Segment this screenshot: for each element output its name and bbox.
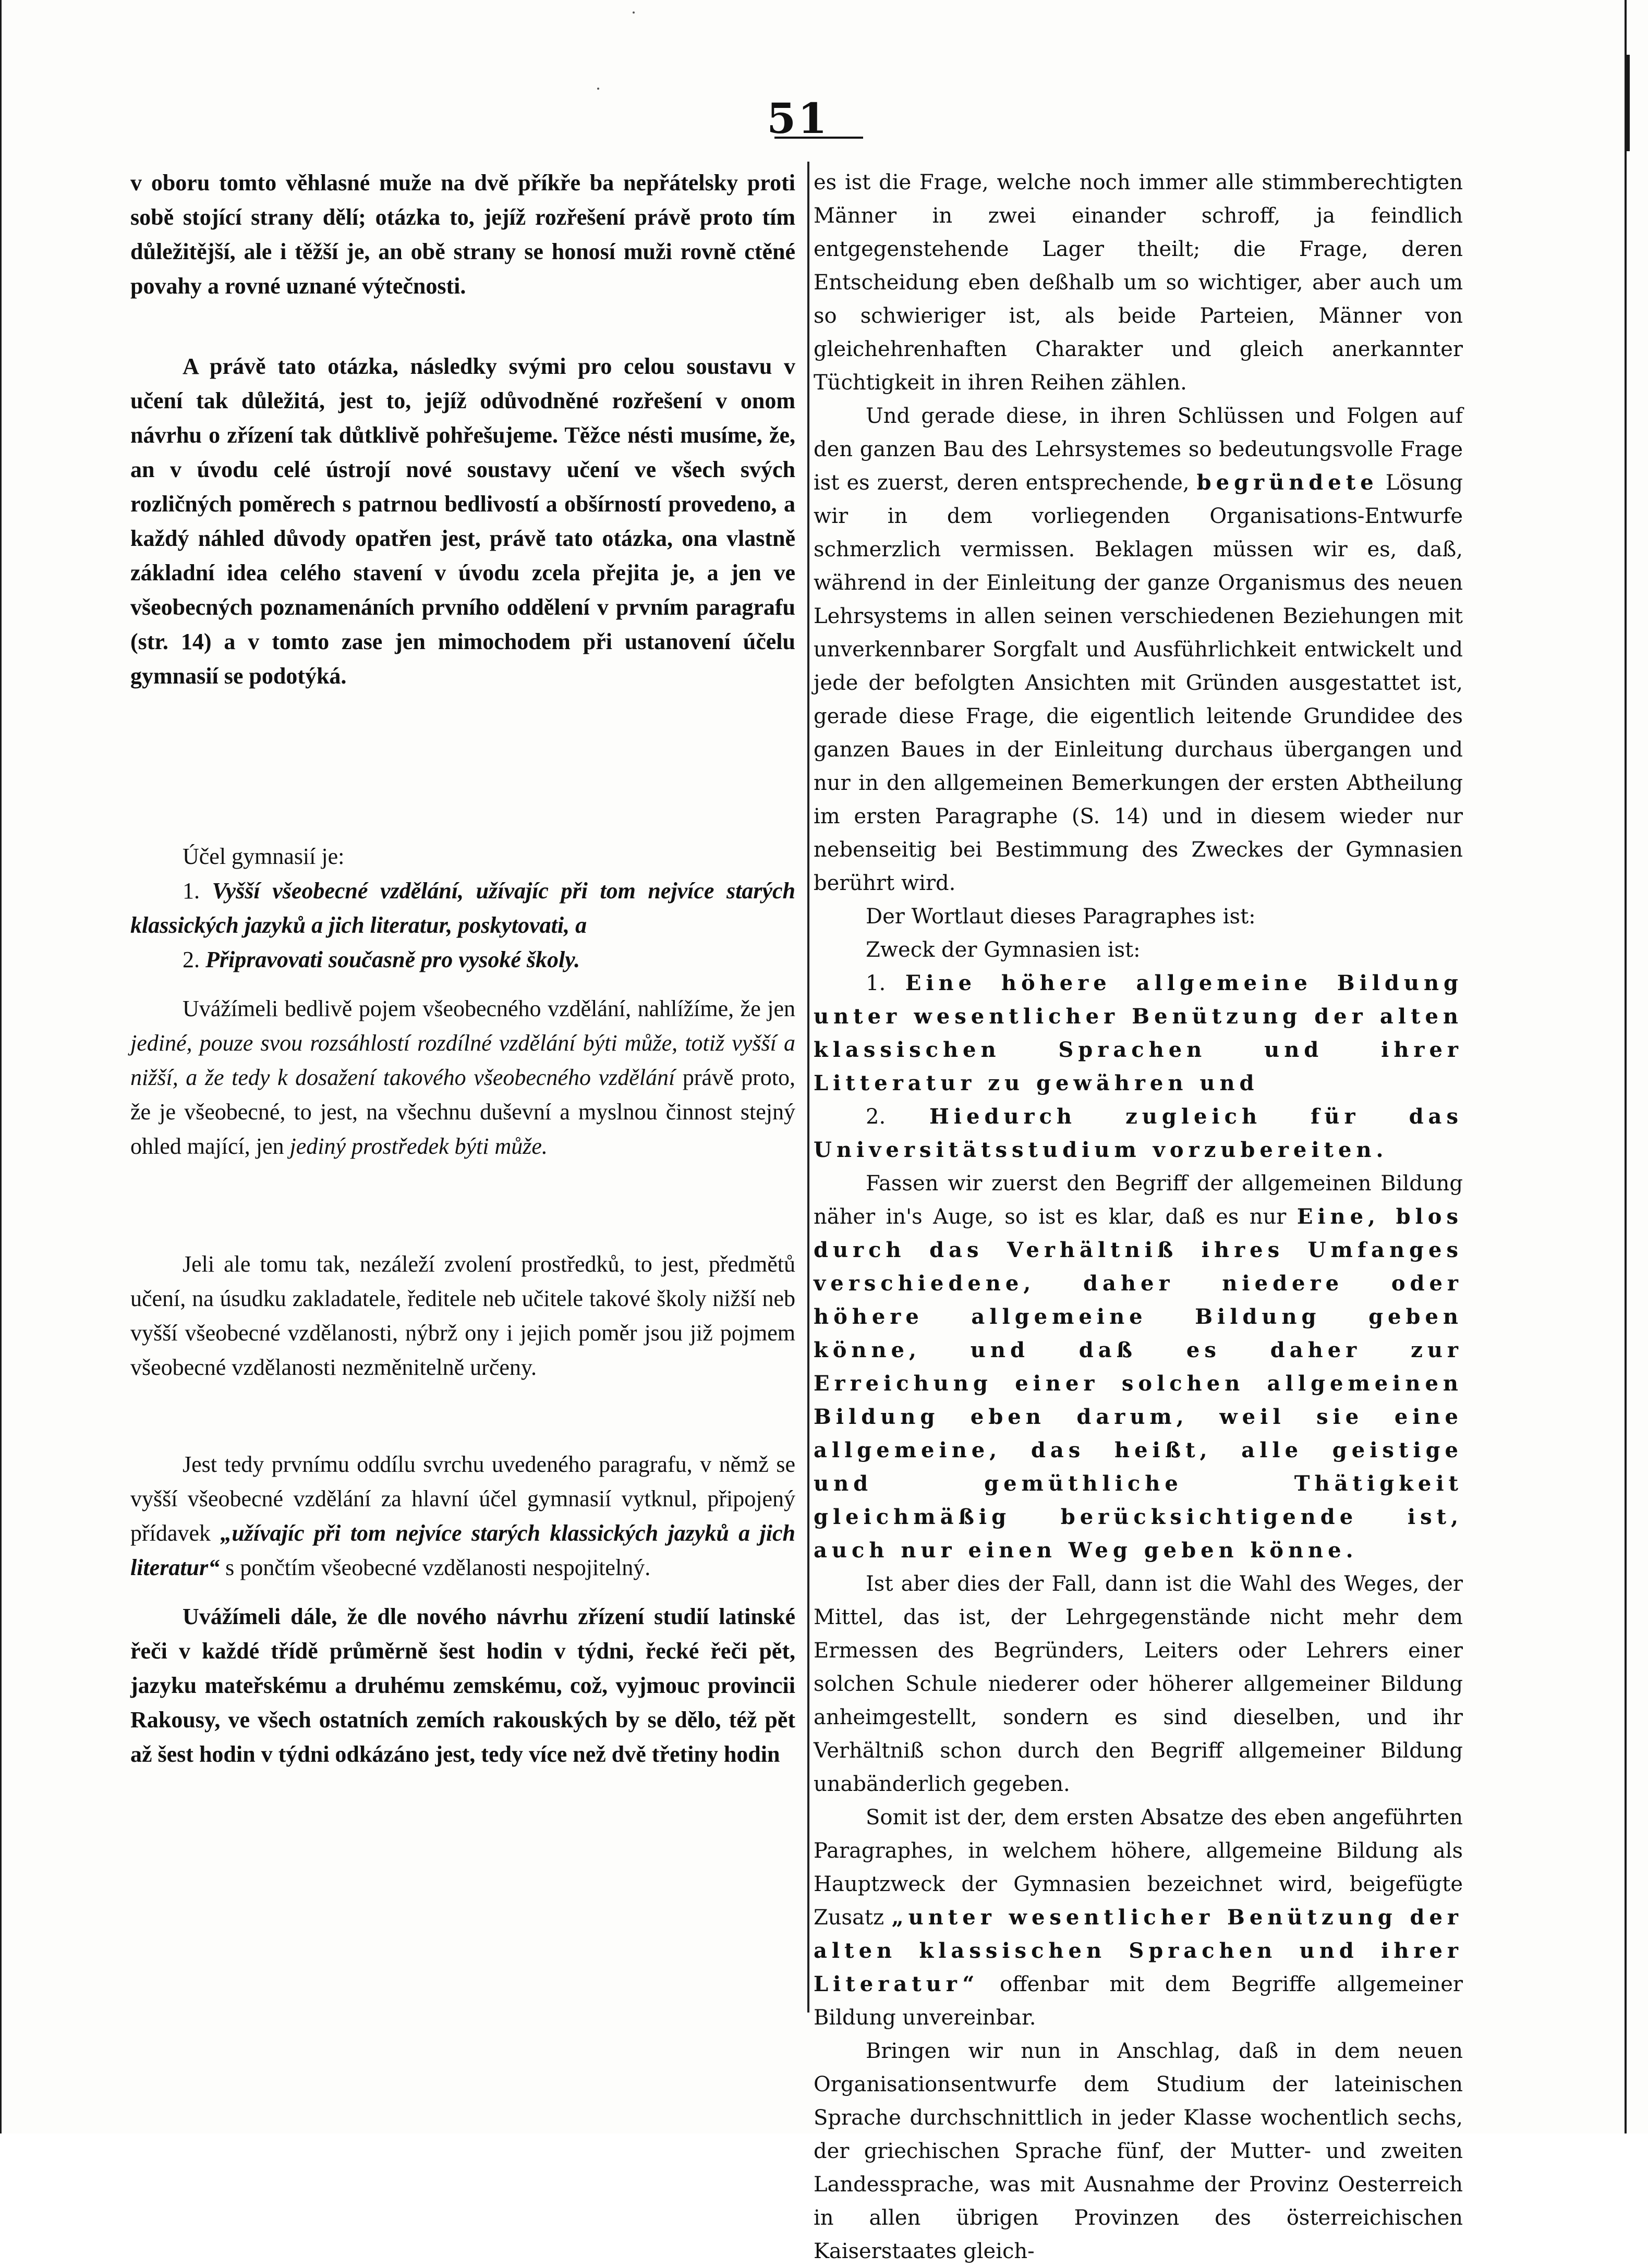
czech-paragraph-6: Uvážímeli dále, že dle nového návrhu zřízení studií latinské řeči v každé třídě průměrně šest hodin v týdni, řecké řeči pět, jazyku mateřskému a druhému zemskému, což, vyjmouc provincii Rakousy, ve všech ostatních zemích rakouských by se dělo, též pět až šest hodin v týdni odkázáno jest, tedy více než dvě třetiny hodin <box>130 1604 795 1767</box>
czech-paragraph-5 <box>130 1447 795 1585</box>
german-column <box>814 166 1463 2268</box>
page-number-underline <box>774 137 863 139</box>
german-paragraph-7 <box>814 1801 1463 2034</box>
czech-purpose-heading: Účel gymnasií je: <box>183 844 345 869</box>
german-item-2-number: 2. <box>866 1105 886 1129</box>
german-paragraph-5 <box>814 1167 1463 1567</box>
czech-paragraph-3 <box>130 992 795 1164</box>
page-edge-line-left <box>0 0 2 2133</box>
czech-p5-part-b: „užívajíc při tom nejvíce starých klassických jazyků a jich literatur“ <box>130 1520 795 1580</box>
czech-item-1-number: 1. <box>183 878 200 904</box>
czech-p3-part-a: Uvážímeli bedlivě pojem všeobecného vzdělání, nahlížíme, že jen <box>183 996 795 1021</box>
german-paragraph-1: es ist die Frage, welche noch immer alle stimmberechtigten Männer in zwei einander schroff, ja feindlich entgegenstehende Lager theilt; die Frage, deren Entscheidung eben deßhalb um so wichtiger, aber auch um so schwieriger ist, als beide Parteien, Männer von gleichehrenhaften Charakter und gleich anerkannter Tüchtigkeit in ihren Reihen zählen. <box>814 170 1463 395</box>
german-paragraph-6: Ist aber dies der Fall, dann ist die Wahl des Weges, der Mittel, das ist, der Lehrgegenstände nicht mehr dem Ermessen des Begründers, Leiters oder Lehrers einer solchen Schule niederer oder höherer allgemeiner Bildung anheimgestellt, sondern es sind dieselben, und ihr Verhältniß schon durch den Begriff allgemeiner Bildung unabänderlich gegeben. <box>814 1572 1463 1796</box>
german-p7-part-b: „unter wesentlicher Benützung der alten klassischen Sprachen und ihrer Literatur“ <box>814 1905 1463 1996</box>
czech-p3-part-c: právě proto, že je všeobecné, to jest, na všechnu duševní a myslnou činnost stejný ohled mající, jen <box>130 1065 796 1159</box>
czech-item-2-text: Připravovati současně pro vysoké školy. <box>205 947 580 972</box>
czech-p3-part-d: jediný prostředek býti může. <box>289 1133 548 1159</box>
page-number: 51 <box>767 94 829 143</box>
german-p5-part-b: Eine, blos durch das Verhältniß ihres Umfanges verschiedene, daher niedere oder höhere allgemeine Bildung geben könne, und daß es daher zur Erreichung einer solchen allgemeinen Bildung eben darum, weil sie eine allgemeine, das heißt, alle geistige und gemüthliche Thätigkeit gleichmäßig berücksichtigende ist, auch nur einen Weg geben könne. <box>814 1204 1463 1563</box>
german-purpose-item-2 <box>814 1100 1463 1167</box>
page-edge-line-right <box>1625 0 1627 2133</box>
czech-column <box>130 166 795 1772</box>
column-divider <box>807 162 809 2013</box>
german-item-2-text: Hiedurch zugleich für das Universitätsstudium vorzubereiten. <box>814 1104 1463 1162</box>
czech-purpose-item-2 <box>130 943 795 977</box>
german-paragraph-2 <box>814 399 1463 900</box>
print-speck <box>597 88 599 90</box>
german-item-1-text: Eine höhere allgemeine Bildung unter wesentlicher Benützung der alten klassischen Sprachen und ihrer Litteratur zu gewähren und <box>814 971 1463 1095</box>
german-p7-part-a: Somit ist der, dem ersten Absatze des eben angeführten Paragraphes, in welchem höhere, allgemeine Bildung als Hauptzweck der Gymnasien bezeichnet wird, beigefügte Zusatz <box>814 1806 1463 1930</box>
german-p2-part-c: Lösung wir in dem vorliegenden Organisations-Entwurfe schmerzlich vermissen. Beklagen müssen wir es, daß, während in der Einleitung der ganze Organismus des neuen Lehrsystems in allen seinen verschiedenen Beziehungen mit unverkennbarer Sorgfalt und Ausführlichkeit entwickelt und jede der befolgten Ansichten mit Gründen ausgestattet ist, gerade diese Frage, die eigentlich leitende Grundidee des ganzen Baues in der Einleitung durchaus übergangen und nur in den allgemeinen Bemerkungen der ersten Abtheilung im ersten Paragraphe (S. 14) und in diesem wieder nur nebenseitig bei Bestimmung des Zweckes der Gymnasien berührt wird. <box>814 471 1463 895</box>
german-p7-part-c: offenbar mit dem Begriffe allgemeiner Bildung unvereinbar. <box>814 1972 1463 2030</box>
german-p2-part-a: Und gerade diese, in ihren Schlüssen und Folgen auf den ganzen Bau des Lehrsystemes so bedeutungsvolle Frage ist es zuerst, deren entsprechende, <box>814 404 1463 495</box>
czech-p5-part-c: s pončtím všeobecné vzdělanosti nespojitelný. <box>225 1555 651 1580</box>
print-speck <box>633 11 635 14</box>
czech-item-1-text: Vyšší všeobecné vzdělání, užívajíc při tom nejvíce starých klassických jazyků a jich literatur, poskytovati, a <box>130 878 796 938</box>
german-purpose-item-1 <box>814 967 1463 1100</box>
german-paragraph-4: Zweck der Gymnasien ist: <box>866 938 1141 962</box>
czech-purpose-item-1 <box>130 874 795 943</box>
german-paragraph-3: Der Wortlaut dieses Paragraphes ist: <box>866 905 1256 929</box>
german-p5-part-a: Fassen wir zuerst den Begriff der allgemeinen Bildung näher in's Auge, so ist es klar, daß es nur <box>814 1172 1463 1229</box>
czech-item-2-number: 2. <box>183 947 200 972</box>
page-edge-mark-right <box>1626 55 1630 151</box>
czech-paragraph-1: v oboru tomto věhlasné muže na dvě příkře ba nepřátelsky proti sobě stojící strany dělí; otázka to, jejíž rozřešení právě proto tím důležitější, ale i těžší je, an obě strany se honosí muži rovně ctěné povahy a rovné uznané výtečnosti. <box>130 170 795 299</box>
german-p2-part-b: begründete <box>1196 470 1378 495</box>
german-paragraph-8: Bringen wir nun in Anschlag, daß in dem neuen Organisationsentwurfe dem Studium der lateinischen Sprache durchschnittlich in jeder Klasse wochentlich sechs, der griechischen Sprache fünf, der Mutter- und zweiten Landessprache, was mit Ausnahme der Provinz Oesterreich in allen übrigen Provinzen des österreichischen Kaiserstaates gleich- <box>814 2039 1463 2263</box>
german-item-1-number: 1. <box>866 971 886 995</box>
czech-paragraph-2: A právě tato otázka, následky svými pro celou soustavu v učení tak důležitá, jest to, jejíž odůvodněné rozřešení v onom návrhu o zřízení tak důtklivě pohřešujeme. Těžce nésti musíme, že, an v úvodu celé ústrojí nové soustavy učení ve všech svých rozličných poměrech s patrnou bedlivostí a obšírností provedeno, a každý náhled důvody opatřen jest, právě tato otázka, ona vlastně základní idea celého stavení v úvodu zcela přejita je, a jen ve všeobecných poznamenáních prvního oddělení v prvním paragrafu (str. 14) a v tomto zase jen mimochodem při ustanovení účelu gymnasií se podotýká. <box>130 353 795 689</box>
czech-paragraph-4: Jeli ale tomu tak, nezáleží zvolení prostředků, to jest, předmětů učení, na úsudku zakladatele, ředitele neb učitele takové školy nižší neb vyšší všeobecné vzdělanosti, nýbrž ony i jejich poměr jsou již pojmem všeobecné vzdělanosti nezměnitelně určeny. <box>130 1251 795 1380</box>
czech-p3-part-b: jediné, pouze svou rozsáhlostí rozdílné vzdělání býti může, totiž vyšší a nižší, a že tedy k dosažení takového všeobecného vzdělání <box>130 1030 795 1090</box>
czech-p5-part-a: Jest tedy prvnímu oddílu svrchu uvedeného paragrafu, v němž se vyšší všeobecné vzdělání za hlavní účel gymnasií vytknul, připojený přídavek <box>130 1452 795 1546</box>
